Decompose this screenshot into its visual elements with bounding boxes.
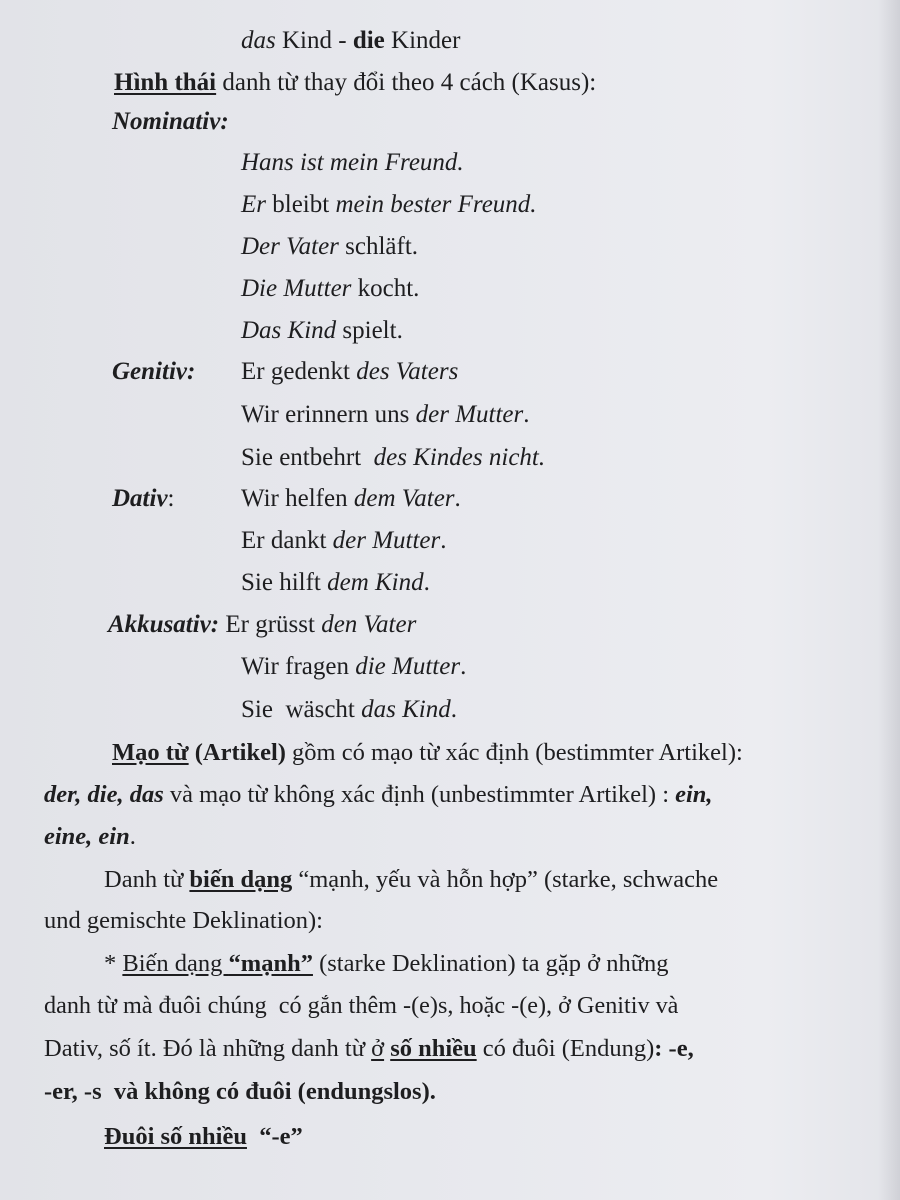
example-sentence: Er bleibt mein bester Freund. bbox=[241, 191, 537, 218]
text-line: das Kind - die Kinder bbox=[241, 27, 461, 54]
paragraph-line: danh từ mà đuôi chúng có gắn thêm -(e)s, hoặc -(e), ở Genitiv và bbox=[44, 992, 679, 1019]
case-label-akkusativ: Akkusativ: Er grüsst den Vater bbox=[108, 611, 417, 638]
text-line: Hình thái danh từ thay đổi theo 4 cách (Kasus): bbox=[114, 69, 597, 96]
paragraph-line: -er, -s và không có đuôi (endungslos). bbox=[44, 1078, 436, 1105]
paragraph-line: Mạo từ (Artikel) gồm có mạo từ xác định (bestimmter Artikel): bbox=[112, 739, 743, 766]
paragraph-line: Danh từ biến dạng “mạnh, yếu và hỗn hợp” (starke, schwache bbox=[104, 866, 719, 893]
example-sentence: Er gedenkt des Vaters bbox=[241, 358, 459, 385]
case-label-genitiv: Genitiv: bbox=[112, 358, 196, 385]
paragraph-line: Đuôi số nhiều “-e” bbox=[104, 1123, 303, 1150]
example-sentence: Hans ist mein Freund. bbox=[241, 149, 464, 176]
example-sentence: Wir helfen dem Vater. bbox=[241, 485, 461, 512]
example-sentence: Das Kind spielt. bbox=[241, 317, 403, 344]
heading-hinh-thai: Hình thái bbox=[114, 69, 217, 96]
case-label-dativ: Dativ: bbox=[112, 485, 175, 512]
example-sentence: Wir fragen die Mutter. bbox=[241, 653, 467, 680]
example-sentence: Sie entbehrt des Kindes nicht. bbox=[241, 444, 546, 471]
example-sentence: Sie hilft dem Kind. bbox=[241, 569, 430, 596]
example-sentence: Der Vater schläft. bbox=[241, 233, 419, 260]
example-sentence: Die Mutter kocht. bbox=[241, 275, 420, 302]
heading-duoi-so-nhieu: Đuôi số nhiều bbox=[104, 1123, 247, 1150]
page-edge-shadow bbox=[878, 0, 900, 1200]
heading-bien-dang: biến dạng bbox=[189, 866, 293, 893]
heading-mao-tu: Mạo từ bbox=[112, 739, 189, 766]
example-sentence: Sie wäscht das Kind. bbox=[241, 696, 457, 723]
paragraph-line: * Biến dạng “mạnh” (starke Deklination) ta gặp ở những bbox=[104, 950, 669, 977]
example-sentence: Er dankt der Mutter. bbox=[241, 527, 447, 554]
paragraph-line: der, die, das và mạo từ không xác định (unbestimmter Artikel) : ein, bbox=[44, 781, 713, 808]
paragraph-line: Dativ, số ít. Đó là những danh từ ở số nhiều có đuôi (Endung): -e, bbox=[44, 1035, 694, 1062]
case-label-nominativ: Nominativ: bbox=[112, 108, 229, 135]
paragraph-line: eine, ein. bbox=[44, 823, 136, 850]
example-sentence: Wir erinnern uns der Mutter. bbox=[241, 401, 530, 428]
paragraph-line: und gemischte Deklination): bbox=[44, 907, 323, 934]
